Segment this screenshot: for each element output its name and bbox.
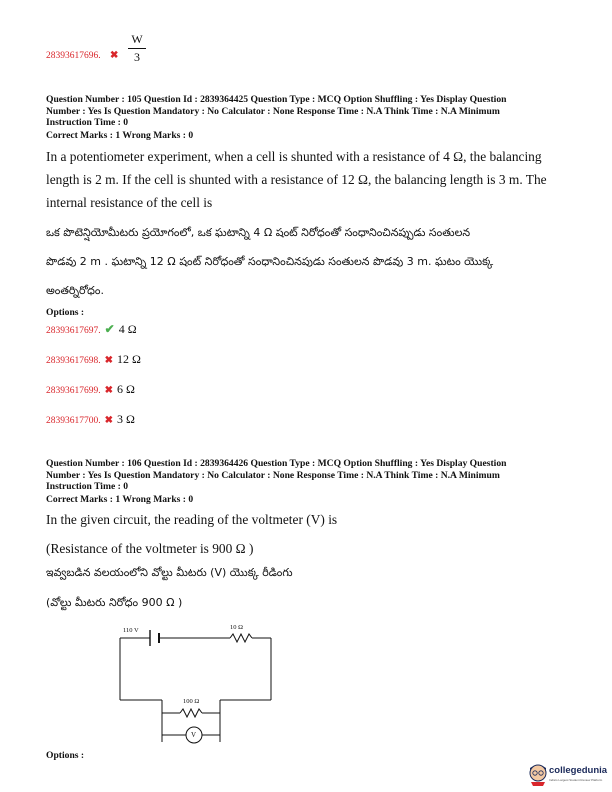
option-row[interactable] <box>46 410 135 428</box>
option-value: 4 Ω <box>118 322 137 336</box>
voltmeter-label: V <box>191 731 197 739</box>
option-value: 12 Ω <box>117 352 141 366</box>
meta-line: Question Number : 105 Question Id : 2839364425 Question Type : MCQ Option Shuffling : Yes Display Question <box>46 94 507 105</box>
options-label: Options : <box>46 750 85 761</box>
q-line: length is 2 m. If the cell is shunted with a resistance of 12 Ω, the balancing length is 3 m. The <box>46 172 547 187</box>
battery-label: 110 V <box>123 627 139 634</box>
resistor-10-ohm <box>230 634 252 642</box>
resistor-100-label: 100 Ω <box>183 698 200 705</box>
brand-tagline: India's Largest Student Review Platform <box>549 778 603 782</box>
marks-line: Correct Marks : 1 Wrong Marks : 0 <box>46 129 194 141</box>
option-id: 28393617700. <box>46 416 101 426</box>
fraction-numerator: W <box>131 32 143 46</box>
options-label: Options : <box>46 307 85 318</box>
circuit-diagram <box>110 620 280 745</box>
circuit-svg <box>110 620 280 745</box>
wrong-mark-icon: ✖ <box>104 385 114 396</box>
wrong-mark-icon: ✖ <box>104 415 114 426</box>
resistor-100-ohm <box>180 709 202 717</box>
q106-text-en-2: (Resistance of the voltmeter is 900 Ω ) <box>46 541 254 556</box>
option-row[interactable] <box>46 380 135 398</box>
fraction-denominator: 3 <box>134 50 140 64</box>
meta-line: Instruction Time : 0 <box>46 481 128 492</box>
marks-line: Correct Marks : 1 Wrong Marks : 0 <box>46 493 194 505</box>
brand-mascot-icon <box>527 762 549 786</box>
option-id: 28393617696. <box>46 51 101 61</box>
q106-text-en-1: In the given circuit, the reading of the voltmeter (V) is <box>46 512 338 527</box>
q-line: internal resistance of the cell is <box>46 195 213 210</box>
q-line: పొడవు 2 m . ఘటాన్ని 12 Ω షంట్ నిరోధంతో సంధానించినపుడు సంతులన పొడవు 3 m. ఘటం యొక్క <box>46 255 494 268</box>
q106-meta <box>46 458 566 505</box>
q106-text-te-1: ఇవ్వబడిన వలయంలోని వోల్టు మీటరు (V) యొక్క రీడింగు <box>46 566 293 579</box>
meta-line: Number : Yes Is Question Mandatory : No Calculator : None Response Time : N.A Think Time : N.A Minimum <box>46 469 500 481</box>
correct-check-icon: ✔ <box>104 322 115 336</box>
q105-meta <box>46 94 566 141</box>
option-row[interactable] <box>46 350 141 368</box>
q-line: ఒక పొటెన్షియోమీటరు ప్రయోగంలో, ఒక ఘటాన్ని 4 Ω షంట్ నిరోధంతో సంధానించినప్పుడు సంతులన <box>46 226 471 239</box>
brand-name: collegedunia <box>549 765 608 776</box>
option-row[interactable] <box>46 320 137 338</box>
q-line: అంతర్నిరోధం. <box>46 284 105 297</box>
q106-text-te-2: (వోల్టు మీటరు నిరోధం 900 Ω ) <box>46 596 183 609</box>
q-line: In a potentiometer experiment, when a cell is shunted with a resistance of 4 Ω, the balancing <box>46 149 542 164</box>
q105-text-te <box>46 226 586 300</box>
wrong-mark-icon: ✖ <box>104 355 114 366</box>
meta-line: Question Number : 106 Question Id : 2839364426 Question Type : MCQ Option Shuffling : Yes Display Question <box>46 458 507 469</box>
option-id: 28393617697. <box>46 326 101 336</box>
q105-text-en <box>46 149 586 211</box>
wrong-mark-icon: ✖ <box>110 50 119 61</box>
meta-line: Instruction Time : 0 <box>46 117 128 128</box>
option-id: 28393617698. <box>46 356 101 366</box>
option-value: 3 Ω <box>117 412 135 426</box>
brand-logo[interactable] <box>527 762 612 788</box>
resistor-10-label: 10 Ω <box>230 624 243 631</box>
fraction <box>128 32 146 65</box>
option-id: 28393617699. <box>46 386 101 396</box>
fraction-bar <box>128 48 146 49</box>
meta-line: Number : Yes Is Question Mandatory : No Calculator : None Response Time : N.A Think Time : N.A Minimum <box>46 105 500 117</box>
option-value: 6 Ω <box>117 382 135 396</box>
